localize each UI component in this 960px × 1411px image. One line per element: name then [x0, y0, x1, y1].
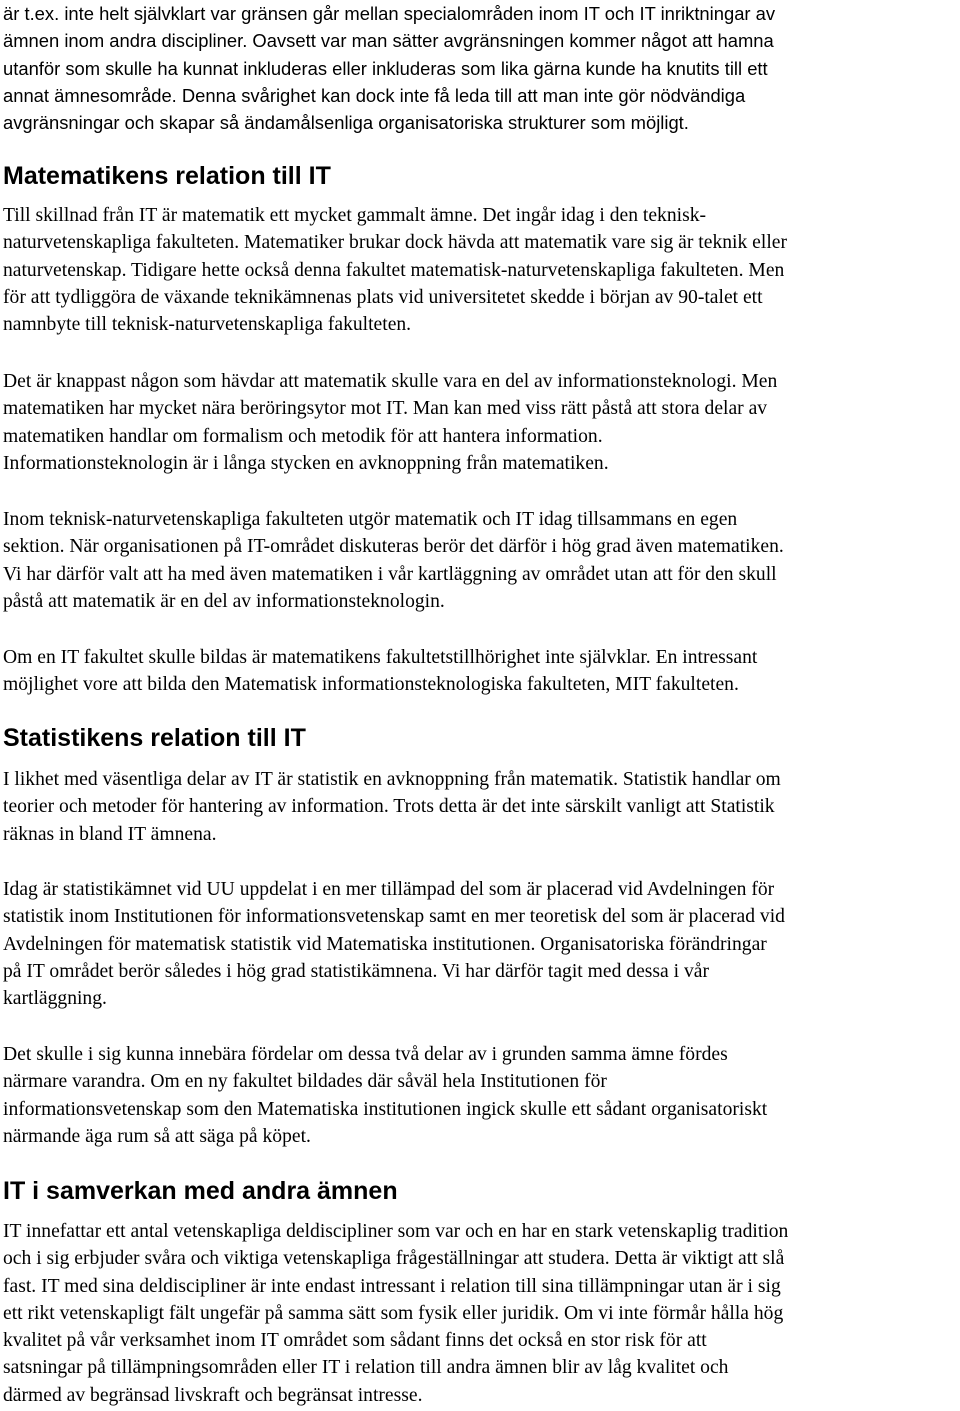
text-line: Det är knappast någon som hävdar att matematik skulle vara en del av informationsteknologi. Men — [3, 371, 778, 392]
text-line: matematiken handlar om formalism och metodik för att hantera information. — [3, 425, 603, 447]
text-line: möjlighet vore att bilda den Matematisk informationsteknologiska fakulteten, MIT fakulteten. — [3, 674, 739, 696]
text-line: Avdelningen för matematisk statistik vid Matematiska institutionen. Organisatoriska förändringar — [3, 933, 767, 955]
stat-paragraph-2 — [3, 876, 785, 1012]
stat-paragraph-3 — [3, 1041, 767, 1150]
text-line: matematiken har mycket nära beröringsytor mot IT. Man kan med viss rätt påstå att stora delar av — [3, 398, 768, 420]
math-paragraph-2 — [3, 368, 777, 477]
text-line: ämnen inom andra discipliner. Oavsett var man sätter avgränsningen kommer något att hamna — [3, 30, 774, 52]
text-line: påstå att matematik är en del av informationsteknologin. — [3, 590, 445, 612]
text-line: Till skillnad från IT är matematik ett mycket gammalt ämne. Det ingår idag i den teknisk- — [3, 205, 707, 226]
text-line: Det skulle i sig kunna innebära fördelar om dessa två delar av i grunden samma ämne fördes — [3, 1044, 728, 1065]
text-line: teorier och metoder för hantering av information. Trots detta är det inte särskilt vanligt att Statistik — [3, 796, 775, 818]
text-line: Idag är statistikämnet vid UU uppdelat i en mer tillämpad del som är placerad vid Avdelningen för — [3, 879, 775, 900]
text-line: annat ämnesområde. Denna svårighet kan dock inte få leda till att man inte gör nödvändiga — [3, 84, 746, 106]
heading-statistik: Statistikens relation till IT — [3, 724, 306, 752]
text-line: fast. IT med sina deldiscipliner är inte endast intressant i relation till sina tillämpningar utan är i sig — [3, 1275, 781, 1297]
text-line: I likhet med väsentliga delar av IT är statistik en avknoppning från matematik. Statistik handlar om — [3, 769, 781, 790]
text-line: statistik inom Institutionen för informationsvetenskap samt en mer teoretisk del som är placerad vid — [3, 906, 785, 928]
text-line: för att tydliggöra de växande teknikämnenas plats vid universitetet skedde i början av 90-talet ett — [3, 286, 763, 308]
text-line: kvalitet på vår verksamhet inom IT området som sådant finns det också en stor risk för att — [3, 1330, 707, 1352]
text-line: namnbyte till teknisk-naturvetenskapliga fakulteten. — [3, 314, 412, 336]
text-line: IT innefattar ett antal vetenskapliga deldiscipliner som var och en har en stark vetenskaplig tradition — [3, 1221, 789, 1242]
intro-paragraph — [3, 0, 775, 136]
text-line: sektion. När organisationen på IT-området diskuteras berör det därför i hög grad även matematiken. — [3, 536, 784, 558]
text-line: är t.ex. inte helt självklart var gränsen går mellan specialområden inom IT och IT inriktningar av — [3, 3, 776, 24]
text-line: Vi har därför valt att ha med även matematiken i vår kartläggning av området utan att för den skull — [3, 563, 777, 585]
text-line: därmed av begränsad livskraft och begränsat intresse. — [3, 1384, 423, 1406]
text-line: utanför som skulle ha kunnat inkluderas eller inkluderas som lika gärna kunde ha knutits till ett — [3, 57, 768, 79]
text-line: naturvetenskap. Tidigare hette också denna fakultet matematisk-naturvetenskapliga fakulteten. Men — [3, 259, 785, 281]
text-line: räknas in bland IT ämnena. — [3, 823, 217, 845]
text-line: ett rikt vetenskapligt fält ungefär på samma sätt som fysik eller juridik. Om vi inte förmår hålla hög — [3, 1302, 784, 1324]
text-line: närmande äga rum så att säga på köpet. — [3, 1125, 311, 1147]
heading-matematik: Matematikens relation till IT — [3, 162, 331, 190]
heading-it-samverkan: IT i samverkan med andra ämnen — [3, 1177, 398, 1205]
it-paragraph-1 — [3, 1218, 788, 1409]
text-line: på IT området berör således i hög grad statistikämnena. Vi har därför tagit med dessa i vår — [3, 960, 709, 982]
text-line: Inom teknisk-naturvetenskapliga fakulteten utgör matematik och IT idag tillsammans en egen — [3, 509, 738, 530]
stat-paragraph-1 — [3, 766, 781, 848]
text-line: kartläggning. — [3, 988, 107, 1010]
math-paragraph-4 — [3, 644, 757, 699]
text-line: satsningar på tillämpningsområden eller IT i relation till andra ämnen blir av låg kvalitet och — [3, 1357, 729, 1379]
text-line: närmare varandra. Om en ny fakultet bildades där såväl hela Institutionen för — [3, 1071, 607, 1093]
text-line: och i sig erbjuder svåra och viktiga vetenskapliga frågeställningar att studera. Detta är viktigt att slå — [3, 1248, 785, 1270]
math-paragraph-1 — [3, 202, 787, 338]
text-line: Informationsteknologin är i långa stycken en avknoppning från matematiken. — [3, 452, 609, 474]
math-paragraph-3 — [3, 506, 784, 615]
text-line: Om en IT fakultet skulle bildas är matematikens fakultetstillhörighet inte självklar. En intressant — [3, 647, 758, 668]
text-line: naturvetenskapliga fakulteten. Matematiker brukar dock hävda att matematik vare sig är teknik eller — [3, 232, 787, 254]
text-line: avgränsningar och skapar så ändamålsenliga organisatoriska strukturer som möjligt. — [3, 112, 689, 134]
text-line: informationsvetenskap som den Matematiska institutionen ingick skulle ett sådant organisatoriskt — [3, 1098, 768, 1120]
